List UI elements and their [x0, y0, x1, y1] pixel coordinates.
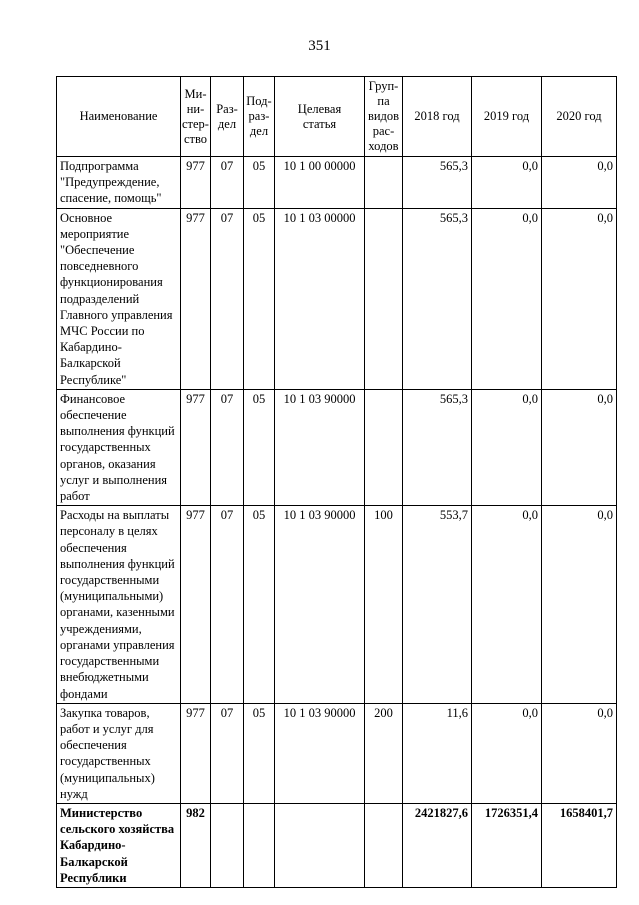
row-2018: 565,3 — [403, 208, 472, 389]
row-section: 07 — [211, 506, 244, 703]
table-row — [57, 157, 617, 209]
row-ministry: 977 — [181, 208, 211, 389]
page-number: 351 — [308, 38, 331, 54]
row-name: Основное мероприятие "Обеспечение повседневного функционирования подразделений Главного управления МЧС России по Кабардино-Балкарской Республике" — [57, 208, 181, 389]
table-row — [57, 703, 617, 803]
header-2018: 2018 год — [403, 77, 472, 157]
row-target — [275, 803, 365, 887]
table-header-row — [57, 77, 617, 157]
row-2019: 0,0 — [472, 208, 542, 389]
row-section — [211, 803, 244, 887]
row-name: Министерство сельского хозяйства Кабардино-Балкарской Республики — [57, 803, 181, 887]
row-2019: 0,0 — [472, 506, 542, 703]
row-ministry: 977 — [181, 703, 211, 803]
row-ministry: 982 — [181, 803, 211, 887]
row-group — [365, 803, 403, 887]
row-group — [365, 157, 403, 209]
row-name: Финансовое обеспечение выполнения функций государственных органов, оказания услуг и выполнения работ — [57, 389, 181, 505]
row-target: 10 1 03 90000 — [275, 389, 365, 505]
row-name: Подпрограмма "Предупреждение, спасение, помощь" — [57, 157, 181, 209]
row-2020: 0,0 — [542, 208, 617, 389]
row-target: 10 1 00 00000 — [275, 157, 365, 209]
row-subsection: 05 — [244, 703, 275, 803]
header-2019: 2019 год — [472, 77, 542, 157]
row-target: 10 1 03 90000 — [275, 506, 365, 703]
row-2020: 0,0 — [542, 389, 617, 505]
table-row — [57, 506, 617, 703]
row-subsection: 05 — [244, 506, 275, 703]
row-2018: 11,6 — [403, 703, 472, 803]
row-section: 07 — [211, 703, 244, 803]
header-name: Наименование — [57, 77, 181, 157]
table-row-ministry-total — [57, 803, 617, 887]
row-group: 200 — [365, 703, 403, 803]
header-expense-group: Груп- па видов рас- ходов — [365, 77, 403, 157]
row-2018: 2421827,6 — [403, 803, 472, 887]
header-2020: 2020 год — [542, 77, 617, 157]
header-section: Раз- дел — [211, 77, 244, 157]
row-subsection — [244, 803, 275, 887]
row-2020: 1658401,7 — [542, 803, 617, 887]
row-subsection: 05 — [244, 157, 275, 209]
row-2019: 1726351,4 — [472, 803, 542, 887]
row-2019: 0,0 — [472, 389, 542, 505]
row-ministry: 977 — [181, 506, 211, 703]
row-2018: 565,3 — [403, 157, 472, 209]
row-group: 100 — [365, 506, 403, 703]
row-subsection: 05 — [244, 208, 275, 389]
row-2020: 0,0 — [542, 703, 617, 803]
header-target: Целевая статья — [275, 77, 365, 157]
row-2019: 0,0 — [472, 157, 542, 209]
row-target: 10 1 03 00000 — [275, 208, 365, 389]
row-group — [365, 389, 403, 505]
row-subsection: 05 — [244, 389, 275, 505]
row-2018: 565,3 — [403, 389, 472, 505]
row-2019: 0,0 — [472, 703, 542, 803]
header-ministry: Ми- ни- стер- ство — [181, 77, 211, 157]
row-target: 10 1 03 90000 — [275, 703, 365, 803]
table-row — [57, 208, 617, 389]
table-row — [57, 389, 617, 505]
row-name: Закупка товаров, работ и услуг для обеспечения государственных (муниципальных) нужд — [57, 703, 181, 803]
row-section: 07 — [211, 157, 244, 209]
budget-table — [56, 76, 617, 888]
row-group — [365, 208, 403, 389]
header-subsection: Под- раз- дел — [244, 77, 275, 157]
row-name: Расходы на выплаты персоналу в целях обеспечения выполнения функций государственными (муниципальными) органами, казенными учреждениями, органами управления государственными внебюджетными фондами — [57, 506, 181, 703]
row-section: 07 — [211, 208, 244, 389]
row-ministry: 977 — [181, 389, 211, 505]
row-ministry: 977 — [181, 157, 211, 209]
row-2018: 553,7 — [403, 506, 472, 703]
row-2020: 0,0 — [542, 157, 617, 209]
row-2020: 0,0 — [542, 506, 617, 703]
row-section: 07 — [211, 389, 244, 505]
